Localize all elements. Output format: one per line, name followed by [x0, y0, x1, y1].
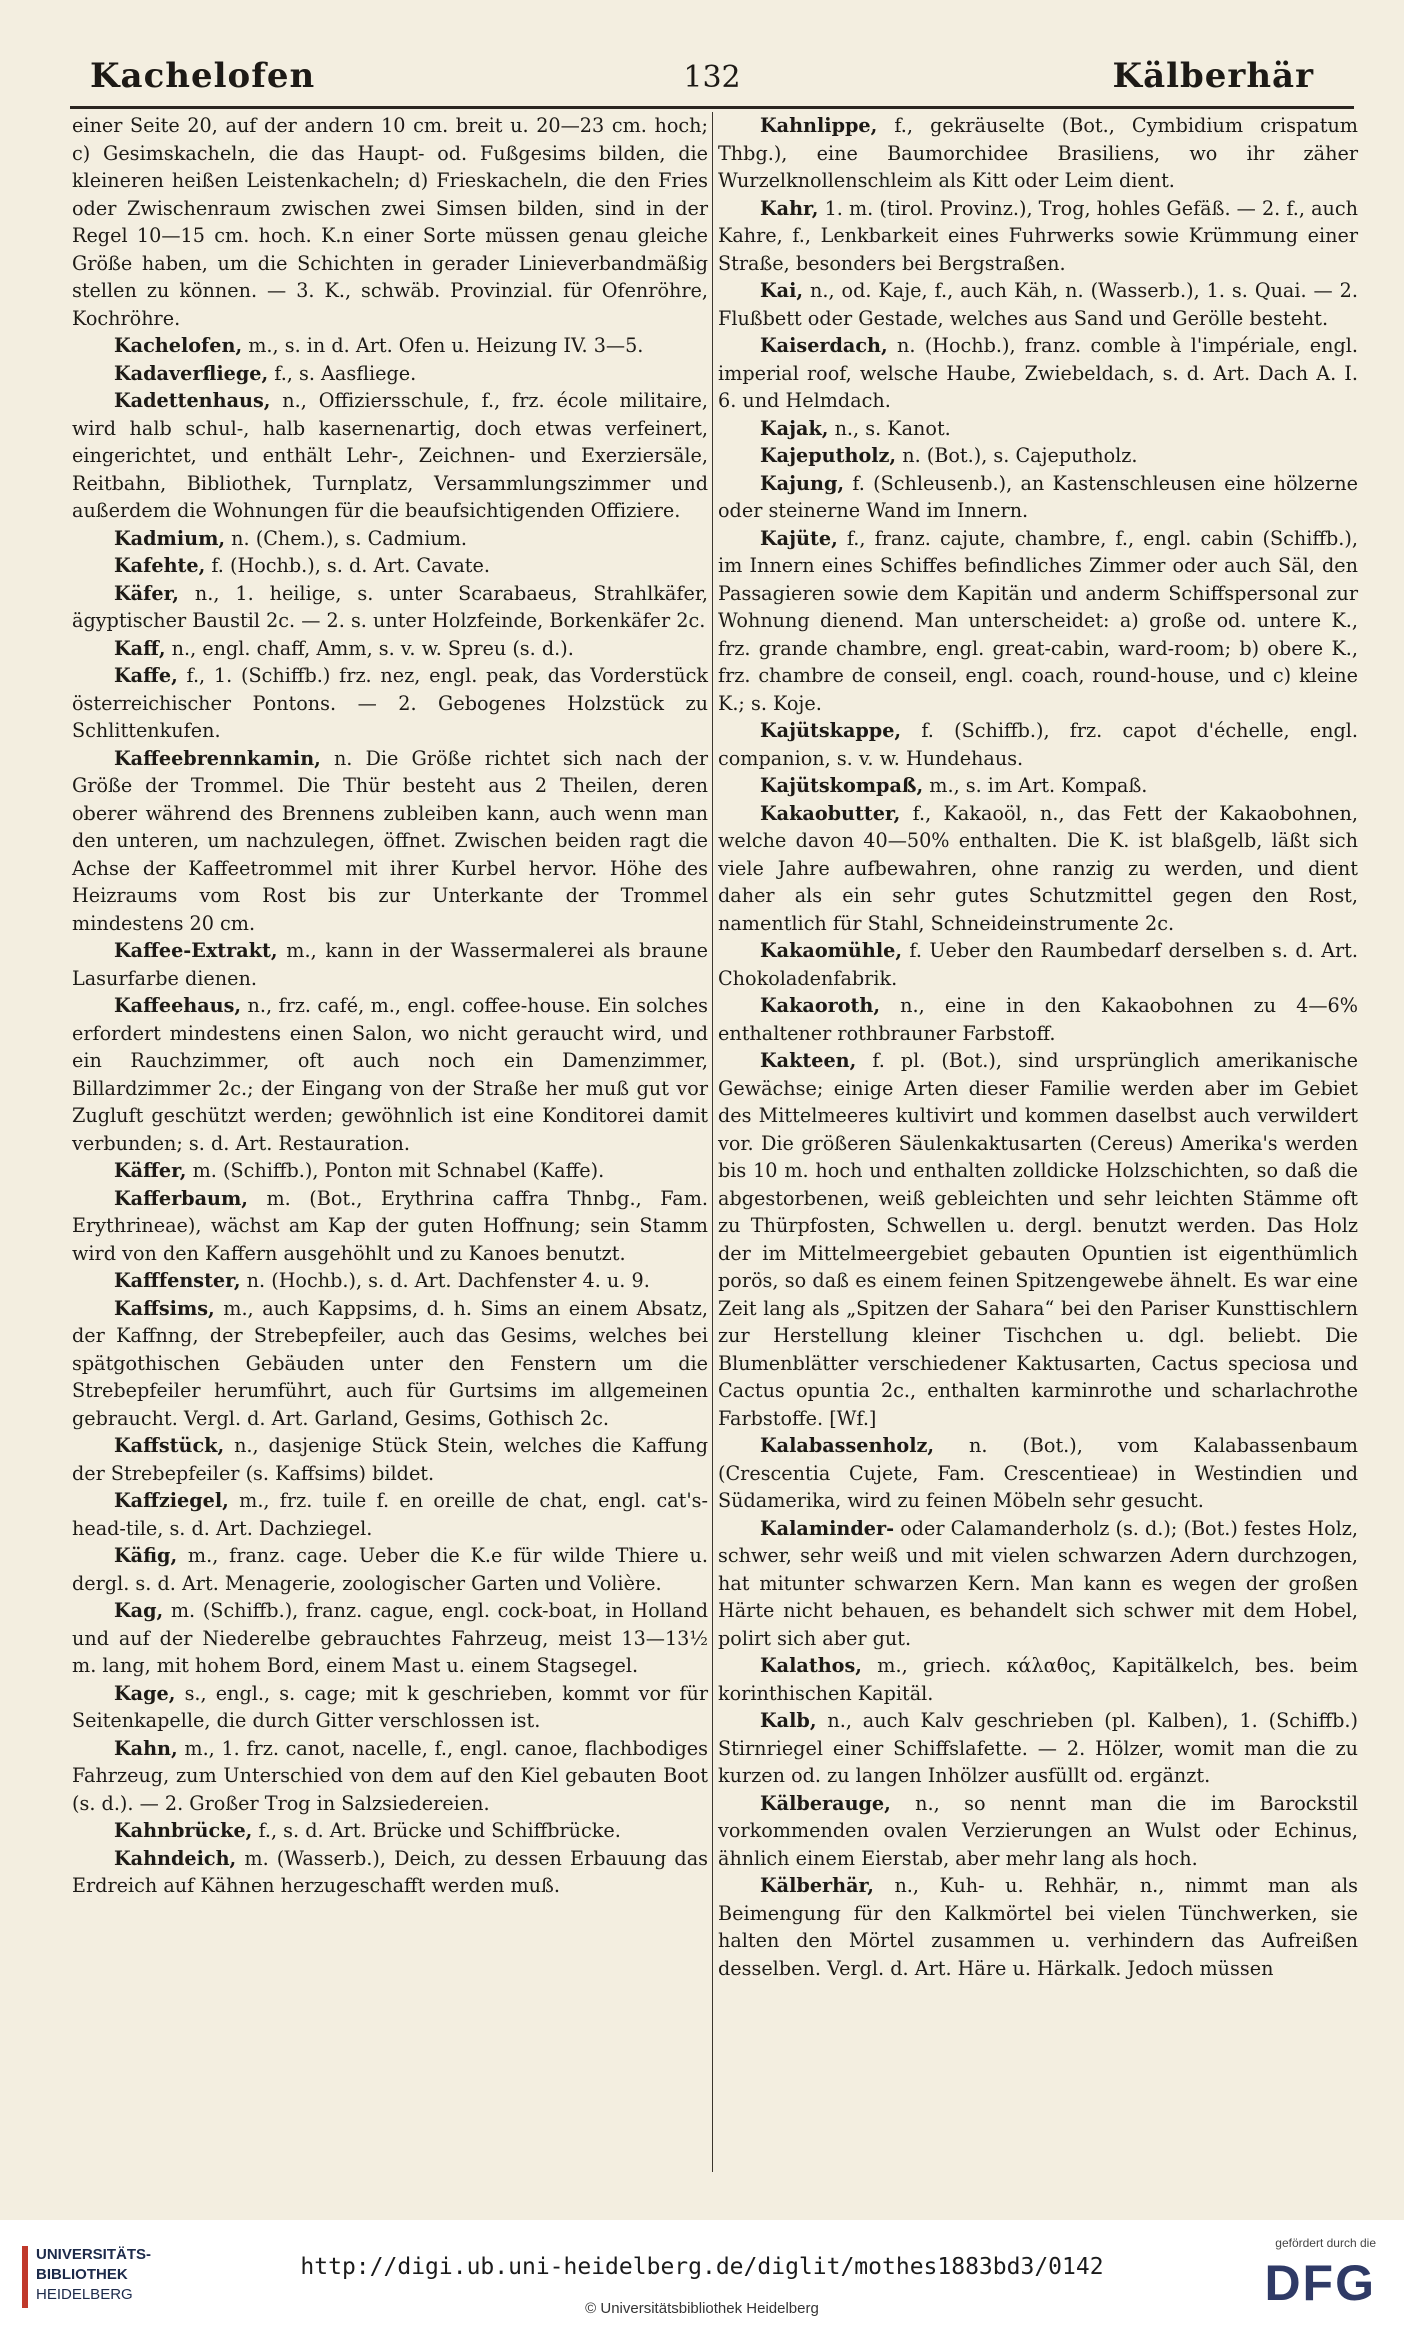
entry-body: n., Kuh- u. Rehhär, n., nimmt man als Beimengung für den Kalkmörtel bei vielen Tünchwerken, sie halten den Mörtel zusammen u. verhindern das Aufreißen desselben. Vergl. d. Art. Häre u. Härkalk. Jedoch müssen [718, 1874, 1358, 1980]
entry-headword: Kahnlippe, [760, 114, 878, 137]
entry-body: m., s. in d. Art. Ofen u. Heizung IV. 3—5. [242, 334, 644, 357]
entry-headword: Kaiserdach, [760, 334, 888, 357]
entry-headword: Kag, [114, 1599, 164, 1622]
entry-headword: Kafferbaum, [114, 1186, 248, 1210]
dictionary-entry [718, 277, 1358, 332]
entry-body: n., 1. heilige, s. unter Scarabaeus, Strahlkäfer, ägyptischer Baustil 2c. — 2. s. unter Holzfeinde, Borkenkäfer 2c. [72, 581, 708, 632]
entry-headword: Käfig, [114, 1544, 178, 1567]
dictionary-entry [718, 332, 1358, 415]
entry-body: m., 1. frz. canot, nacelle, f., engl. canoe, flachbodiges Fahrzeug, zum Unterschied von dem auf den Kiel gebauten Boot (s. d.). — 2. Großer Trog in Salzsiedereien. [72, 1736, 708, 1815]
dictionary-entry [72, 387, 708, 525]
entry-headword: Kahr, [760, 196, 819, 220]
dictionary-entry [718, 717, 1358, 772]
entry-body: oder Calamanderholz (s. d.); (Bot.) festes Holz, schwer, sehr weiß und mit vielen schwarzen Adern durchzogen, hat mitunter schwarzen Kern. Man kann es wegen der großen Härte nicht behauen, es behandelt sich schwer mit dem Hobel, polirt sich aber gut. [718, 1516, 1358, 1650]
dictionary-entry [72, 332, 708, 360]
dfg-logo: DFG [1264, 2255, 1376, 2311]
dictionary-entry [72, 635, 708, 663]
dictionary-entry [72, 992, 708, 1157]
column-separator [712, 112, 713, 2172]
dictionary-entry [72, 525, 708, 553]
entry-body: n., frz. café, m., engl. coffee-house. Ein solches erfordert mindestens einen Salon, wo nicht geraucht wird, und ein Rauchzimmer, oft auch noch ein Damenzimmer, Billardzimmer 2c.; der Eingang von der Straße her muß gut vor Zugluft geschützt werden; gewöhnlich ist eine Konditorei damit verbunden; s. d. Art. Restauration. [72, 994, 708, 1155]
dictionary-entry [718, 525, 1358, 718]
entry-body: n., s. Kanot. [828, 416, 951, 440]
header-rule [70, 106, 1354, 109]
entry-body: f. (Hochb.), s. d. Art. Cavate. [205, 554, 490, 577]
entry-headword: Kahnbrücke, [114, 1819, 253, 1842]
dictionary-entry [718, 1515, 1358, 1653]
permalink-url[interactable]: http://digi.ub.uni-heidelberg.de/diglit/mothes1883bd3/0142 [300, 2254, 1104, 2280]
library-name-line2: BIBLIOTHEK [36, 2266, 128, 2283]
entry-body: f. (Schleusenb.), an Kastenschleusen eine hölzerne oder steinerne Wand im Innern. [718, 471, 1358, 522]
entry-body: m. (Schiffb.), franz. cague, engl. cock-boat, in Holland und auf der Niederelbe gebrauchtes Fahrzeug, meist 13—13½ m. lang, mit hohem Bord, einem Mast u. einem Stagsegel. [72, 1599, 708, 1677]
entry-body: m., auch Kappsims, d. h. Sims an einem Absatz, der Kaffnng, der Strebepfeiler, auch das Gesims, welches bei spätgothischen Gebäuden unter den Fenstern um die Strebepfeiler herumführt, auch für Gurtsims im allgemeinen gebraucht. Vergl. d. Art. Garland, Gesims, Gothisch 2c. [72, 1296, 708, 1430]
dictionary-entry [72, 937, 708, 992]
dictionary-entry [72, 1157, 708, 1185]
entry-body: m., griech. κάλαθος, Kapitälkelch, bes. beim korinthischen Kapitäl. [718, 1654, 1358, 1705]
dictionary-entry [718, 1652, 1358, 1707]
entry-headword: Kaffstück, [114, 1434, 225, 1457]
entry-body: n. (Bot.), s. Cajeputholz. [896, 444, 1138, 467]
entry-body: m. (Bot., Erythrina caffra Thnbg., Fam. Erythrineae), wächst am Kap der guten Hoffnung; sein Stamm wird von den Kaffern ausgehöhlt und zu Kanoes benutzt. [72, 1186, 708, 1265]
entry-headword: Kälberhär, [760, 1874, 874, 1897]
dictionary-entry [718, 992, 1358, 1047]
dictionary-entry [72, 1542, 708, 1597]
entry-headword: Kajeputholz, [760, 444, 897, 467]
dictionary-entry [72, 1597, 708, 1680]
entry-body: m. (Schiffb.), Ponton mit Schnabel (Kaffe). [186, 1159, 605, 1182]
entry-headword: Kajung, [760, 471, 845, 495]
entry-body: n., eine in den Kakaobohnen zu 4—6% enthaltener rothbrauner Farbstoff. [718, 994, 1358, 1045]
entry-body: m., s. im Art. Kompaß. [923, 774, 1148, 797]
entry-body: n., od. Kaje, f., auch Käh, n. (Wasserb.), 1. s. Quai. — 2. Flußbett oder Gestade, welches aus Sand und Gerölle besteht. [718, 279, 1358, 330]
entry-headword: Käffer, [114, 1159, 187, 1182]
dictionary-entry [718, 1707, 1358, 1790]
dictionary-entry [718, 1790, 1358, 1873]
entry-headword: Kakaomühle, [760, 939, 903, 962]
entry-headword: Kadmium, [114, 526, 226, 550]
entry-body: n., so nennt man die im Barockstil vorkommenden ovalen Verzierungen an Wulst oder Echinus, ähnlich einem Eierstab, aber mehr lang als hoch. [718, 1791, 1358, 1870]
entry-body: m., frz. tuile f. en oreille de chat, engl. cat's-head-tile, s. d. Art. Dachziegel. [72, 1489, 708, 1540]
entry-headword: Kalabassenholz, [760, 1434, 935, 1457]
entry-body: s., engl., s. cage; mit k geschrieben, kommt vor für Seitenkapelle, die durch Gitter verschlossen ist. [72, 1681, 708, 1732]
entry-headword: Kaffeebrennkamin, [114, 746, 321, 770]
running-head-right: Kälberhär [1112, 56, 1314, 96]
dictionary-entry [72, 1735, 708, 1818]
dictionary-entry [718, 415, 1358, 443]
dictionary-entry [718, 772, 1358, 800]
entry-body: m., kann in der Wassermalerei als braune Lasurfarbe dienen. [72, 939, 708, 990]
dictionary-entry [72, 1267, 708, 1295]
entry-body: n., Offiziersschule, f., frz. école militaire, wird halb schul-, halb kasernenartig, doch etwas verfeinert, eingerichtet, und enthält Lehr-, Zeichnen- und Exerziersäle, Reitbahn, Bibliothek, Turnplatz, Versammlungszimmer und außerdem die Wohnungen für die beaufsichtigenden Offiziere. [72, 389, 708, 522]
entry-body: f., s. d. Art. Brücke und Schiffbrücke. [252, 1819, 621, 1842]
entry-headword: Kaffe, [114, 664, 178, 687]
entry-headword: Kajütskompaß, [760, 774, 924, 797]
entry-headword: Kadaverfliege, [114, 361, 269, 385]
entry-headword: Kakaoroth, [760, 994, 881, 1017]
dictionary-entry [72, 745, 708, 938]
dictionary-entry [718, 470, 1358, 525]
entry-body: einer Seite 20, auf der andern 10 cm. breit u. 20—23 cm. hoch; c) Gesimskacheln, die das Haupt- od. Fußgesims bilden, die kleineren heißen Leistenkacheln; d) Frieskacheln, die den Fries oder Zwischenraum zwischen zwei Simsen bilden, sind in der Regel 10—15 cm. hoch. K.n einer Sorte müssen genau gleiche Größe haben, um die Schichten in gerader Linieverbandmäßig stellen zu können. — 3. K., schwäb. Provinzial. für Ofenröhre, Kochröhre. [72, 114, 708, 330]
entry-headword: Kai, [760, 279, 804, 302]
entry-body: n. (Bot.), vom Kalabassenbaum (Crescentia Cujete, Fam. Crescentieae) in Westindien und Südamerika, wird zu feinen Möbeln sehr gesucht. [718, 1434, 1358, 1512]
left-column [72, 112, 708, 1900]
entry-headword: Kalaminder- [760, 1516, 895, 1540]
dictionary-entry [718, 1432, 1358, 1515]
page-header [70, 48, 1354, 100]
entry-headword: Kajütskappe, [760, 719, 902, 742]
viewer-footer [0, 2220, 1404, 2330]
entry-headword: Kalathos, [760, 1654, 862, 1677]
dictionary-entry [72, 360, 708, 388]
entry-body: f., s. Aasfliege. [268, 361, 417, 385]
dictionary-entry [72, 1680, 708, 1735]
dictionary-entry [718, 1047, 1358, 1432]
dictionary-entry [718, 195, 1358, 278]
dictionary-entry [72, 552, 708, 580]
entry-headword: Kahndeich, [114, 1846, 237, 1870]
entry-headword: Käfer, [114, 581, 179, 605]
page-number: 132 [683, 60, 741, 95]
dictionary-entry [72, 1185, 708, 1268]
entry-headword: Kaffeehaus, [114, 994, 242, 1017]
entry-body: f., franz. cajute, chambre, f., engl. cabin (Schiffb.), im Innern eines Schiffes befindliches Zimmer oder auch Säl, den Passagieren sowie dem Kapitän und anderm Schiffspersonal zur Wohnung dienend. Man unterscheidet: a) große od. untere K., frz. grande chambre, engl. great-cabin, ward-room; b) obere K., frz. chambre de conseil, engl. coach, round-house, und c) kleine K.; s. Koje. [718, 526, 1358, 715]
dictionary-entry [718, 442, 1358, 470]
entry-headword: Kafffenster, [114, 1269, 241, 1292]
entry-headword: Kälberauge, [760, 1791, 891, 1815]
entry-body: f. (Schiffb.), frz. capot d'échelle, engl. companion, s. v. w. Hundehaus. [718, 719, 1358, 770]
entry-body: n. (Chem.), s. Cadmium. [225, 526, 468, 550]
entry-headword: Kaffee-Extrakt, [114, 939, 278, 962]
entry-body: m., franz. cage. Ueber die K.e für wilde Thiere u. dergl. s. d. Art. Menagerie, zoologischer Garten und Volière. [72, 1544, 708, 1595]
entry-body: n., auch Kalv geschrieben (pl. Kalben), 1. (Schiffb.) Stirnriegel einer Schiffslafette. — 2. Hölzer, womit man die zu kurzen od. zu langen Inhölzer ausfüllt od. ergänzt. [718, 1709, 1358, 1787]
dictionary-entry [718, 112, 1358, 195]
entry-headword: Kakteen, [760, 1049, 857, 1072]
entry-body: n., dasjenige Stück Stein, welches die Kaffung der Strebepfeiler (s. Kaffsims) bildet. [72, 1434, 708, 1485]
dictionary-entry [72, 1487, 708, 1542]
entry-headword: Kajak, [760, 416, 829, 440]
entry-body: 1. m. (tirol. Provinz.), Trog, hohles Gefäß. — 2. f., auch Kahre, f., Lenkbarkeit eines Fuhrwerks sowie Krümmung einer Straße, besonders bei Bergstraßen. [718, 196, 1358, 275]
dictionary-entry [718, 937, 1358, 992]
dictionary-entry [718, 1872, 1358, 1982]
entry-body: n., engl. chaff, Amm, s. v. w. Spreu (s. d.). [165, 636, 574, 660]
entry-body: m. (Wasserb.), Deich, zu dessen Erbauung das Erdreich auf Kähnen herzugeschafft werden muß. [72, 1846, 708, 1897]
entry-headword: Kage, [114, 1681, 176, 1705]
entry-body: n. (Hochb.), s. d. Art. Dachfenster 4. u. 9. [240, 1269, 650, 1292]
library-name-line3: HEIDELBERG [36, 2286, 133, 2303]
entry-body: f. Ueber den Raumbedarf derselben s. d. Art. Chokoladenfabrik. [718, 939, 1358, 990]
dictionary-entry [72, 112, 708, 332]
running-head-left: Kachelofen [90, 56, 316, 96]
entry-headword: Kalb, [760, 1709, 817, 1732]
right-column [718, 112, 1358, 1982]
entry-headword: Kafehte, [114, 554, 206, 577]
dictionary-entry [72, 1845, 708, 1900]
entry-headword: Kadettenhaus, [114, 389, 271, 412]
dictionary-entry [718, 800, 1358, 938]
entry-headword: Kakaobutter, [760, 801, 901, 825]
entry-headword: Kaff, [114, 636, 166, 660]
sponsor-note: gefördert durch die [1275, 2236, 1376, 2250]
entry-headword: Kahn, [114, 1736, 178, 1760]
entry-body: n. Die Größe richtet sich nach der Größe der Trommel. Die Thür besteht aus 2 Theilen, deren oberer während des Brennens zubleiben kann, auch wenn man den unteren, um nachzulegen, öffnet. Zwischen beiden ragt die Achse der Kaffeetrommel mit ihrer Kurbel hervor. Höhe des Heizraums vom Rost bis zur Unterkante der Trommel mindestens 20 cm. [72, 746, 708, 935]
entry-headword: Kachelofen, [114, 334, 243, 357]
entry-body: n. (Hochb.), franz. comble à l'impériale, engl. imperial roof, welsche Haube, Zwiebeldach, s. d. Art. Dach A. I. 6. und Helmdach. [718, 334, 1358, 412]
entry-headword: Kaffziegel, [114, 1489, 229, 1512]
dictionary-entry [72, 662, 708, 745]
copyright-notice: © Universitätsbibliothek Heidelberg [585, 2300, 819, 2317]
entry-body: f., 1. (Schiffb.) frz. nez, engl. peak, das Vorderstück österreichischer Pontons. — 2. Gebogenes Holzstück zu Schlittenkufen. [72, 664, 708, 742]
dictionary-entry [72, 1817, 708, 1845]
dictionary-entry [72, 580, 708, 635]
entry-body: f. pl. (Bot.), sind ursprünglich amerikanische Gewächse; einige Arten dieser Familie werden aber im Gebiet des Mittelmeeres kultivirt und kommen daselbst auch verwildert vor. Die größeren Säulenkaktusarten (Cereus) Amerika's werden bis 10 m. hoch und enthalten zolldicke Holzschichten, so daß die abgestorbenen, weiß gebleichten und sehr leichten Stämme oft zu Thürpfosten, Schwellen u. dergl. benutzt werden. Das Holz der im Mittelmeergebiet gebauten Opuntien ist eigenthümlich porös, so daß es einem feinen Spitzengewebe ähnelt. Es war eine Zeit lang als „Spitzen der Sahara“ bei den Pariser Kunsttischlern zur Herstellung kleiner Tischchen u. dgl. beliebt. Die Blumenblätter verschiedener Kaktusarten, Cactus speciosa und Cactus opuntia 2c., enthalten karminrothe und scharlachrothe Farbstoffe. [Wf.] [718, 1049, 1358, 1430]
dictionary-entry [72, 1295, 708, 1433]
entry-body: f., Kakaoöl, n., das Fett der Kakaobohnen, welche davon 40—50% enthalten. Die K. ist blaßgelb, läßt sich viele Jahre aufbewahren, ohne ranzig zu werden, und dient daher als ein sehr gutes Schutzmittel gegen den Rost, namentlich für Stahl, Schneideinstrumente 2c. [718, 801, 1358, 935]
dictionary-entry [72, 1432, 708, 1487]
entry-headword: Kaffsims, [114, 1296, 215, 1320]
entry-headword: Kajüte, [760, 526, 838, 550]
entry-body: f., gekräuselte (Bot., Cymbidium crispatum Thbg.), eine Baumorchidee Brasiliens, wo ihr zäher Wurzelknollenschleim als Kitt oder Leim dient. [718, 114, 1358, 192]
library-name-line1: UNIVERSITÄTS- [36, 2246, 152, 2263]
